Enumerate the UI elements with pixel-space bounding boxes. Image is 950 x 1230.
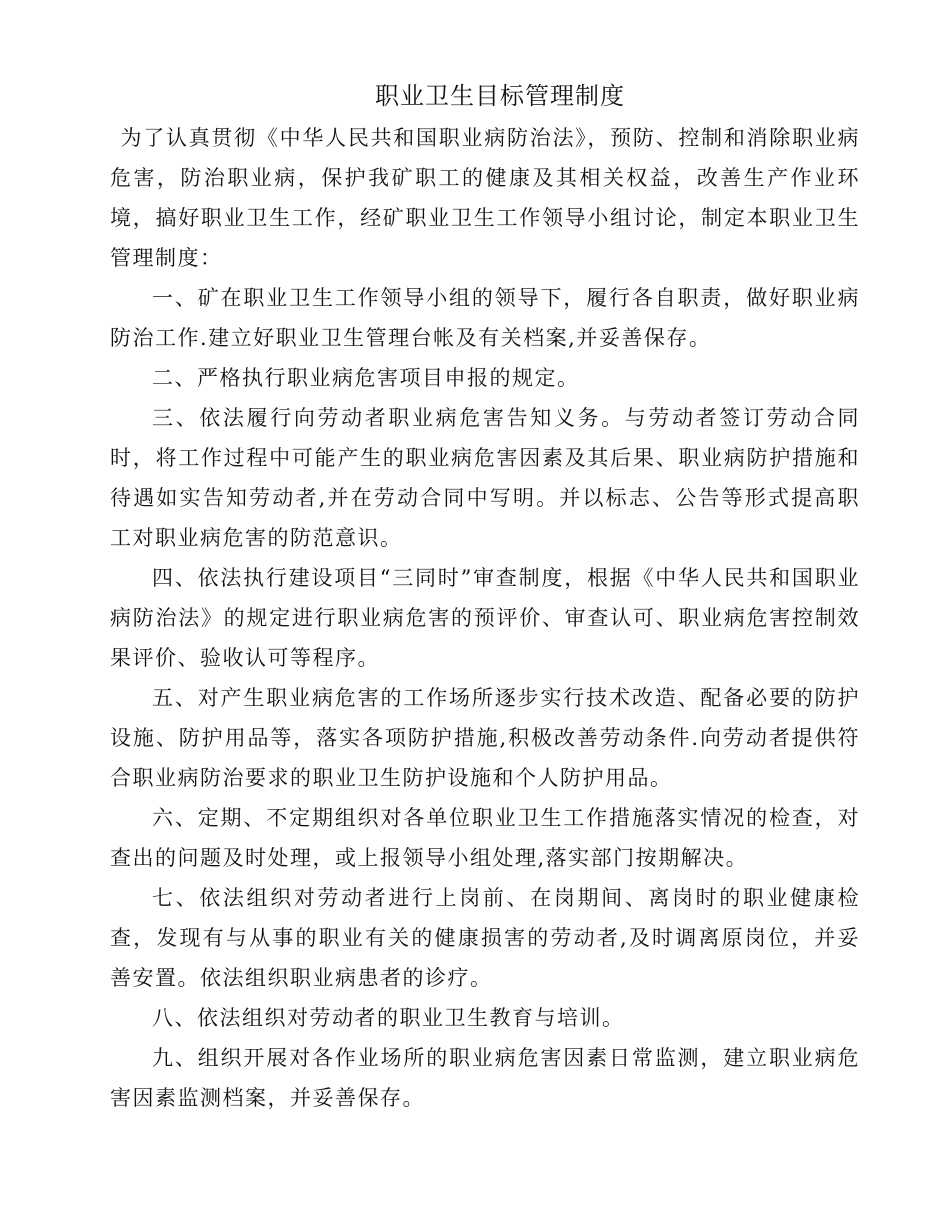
- article-paragraph-6: 六、定期、不定期组织对各单位职业卫生工作措施落实情况的检查，对查出的问题及时处理，或上报领导小组处理,落实部门按期解决。: [110, 806, 860, 870]
- article-paragraph-1: 一、矿在职业卫生工作领导小组的领导下，履行各自职责，做好职业病防治工作.建立好职业卫生管理台帐及有关档案,并妥善保存。: [110, 286, 860, 350]
- article-paragraph-3: 三、依法履行向劳动者职业病危害告知义务。与劳动者签订劳动合同时，将工作过程中可能产生的职业病危害因素及其后果、职业病防护措施和待遇如实告知劳动者,并在劳动合同中写明。并以标志、公告等形式提高职工对职业病危害的防范意识。: [110, 406, 860, 550]
- article-paragraph-5: 五、对产生职业病危害的工作场所逐步实行技术改造、配备必要的防护设施、防护用品等，落实各项防护措施,积极改善劳动条件.向劳动者提供符合职业病防治要求的职业卫生防护设施和个人防护用品。: [110, 686, 860, 790]
- document-body: [110, 118, 860, 1118]
- article-paragraph-9: 九、组织开展对各作业场所的职业病危害因素日常监测，建立职业病危害因素监测档案，并妥善保存。: [110, 1046, 860, 1110]
- article-paragraph-7: 七、依法组织对劳动者进行上岗前、在岗期间、离岗时的职业健康检查，发现有与从事的职业有关的健康损害的劳动者,及时调离原岗位，并妥善安置。依法组织职业病患者的诊疗。: [110, 886, 860, 990]
- article-paragraph-2: 二、严格执行职业病危害项目申报的规定。: [152, 366, 580, 390]
- intro-paragraph: 为了认真贯彻《中华人民共和国职业病防治法》，预防、控制和消除职业病危害，防治职业病，保护我矿职工的健康及其相关权益，改善生产作业环境，搞好职业卫生工作，经矿职业卫生工作领导小组讨论，制定本职业卫生管理制度：: [110, 126, 860, 270]
- article-paragraph-8: 八、依法组织对劳动者的职业卫生教育与培训。: [152, 1006, 625, 1030]
- article-paragraph-4: 四、依法执行建设项目“三同时”审查制度，根据《中华人民共和国职业病防治法》的规定进行职业病危害的预评价、审查认可、职业病危害控制效果评价、验收认可等程序。: [110, 566, 860, 670]
- document-title: 职业卫生目标管理制度: [375, 82, 625, 110]
